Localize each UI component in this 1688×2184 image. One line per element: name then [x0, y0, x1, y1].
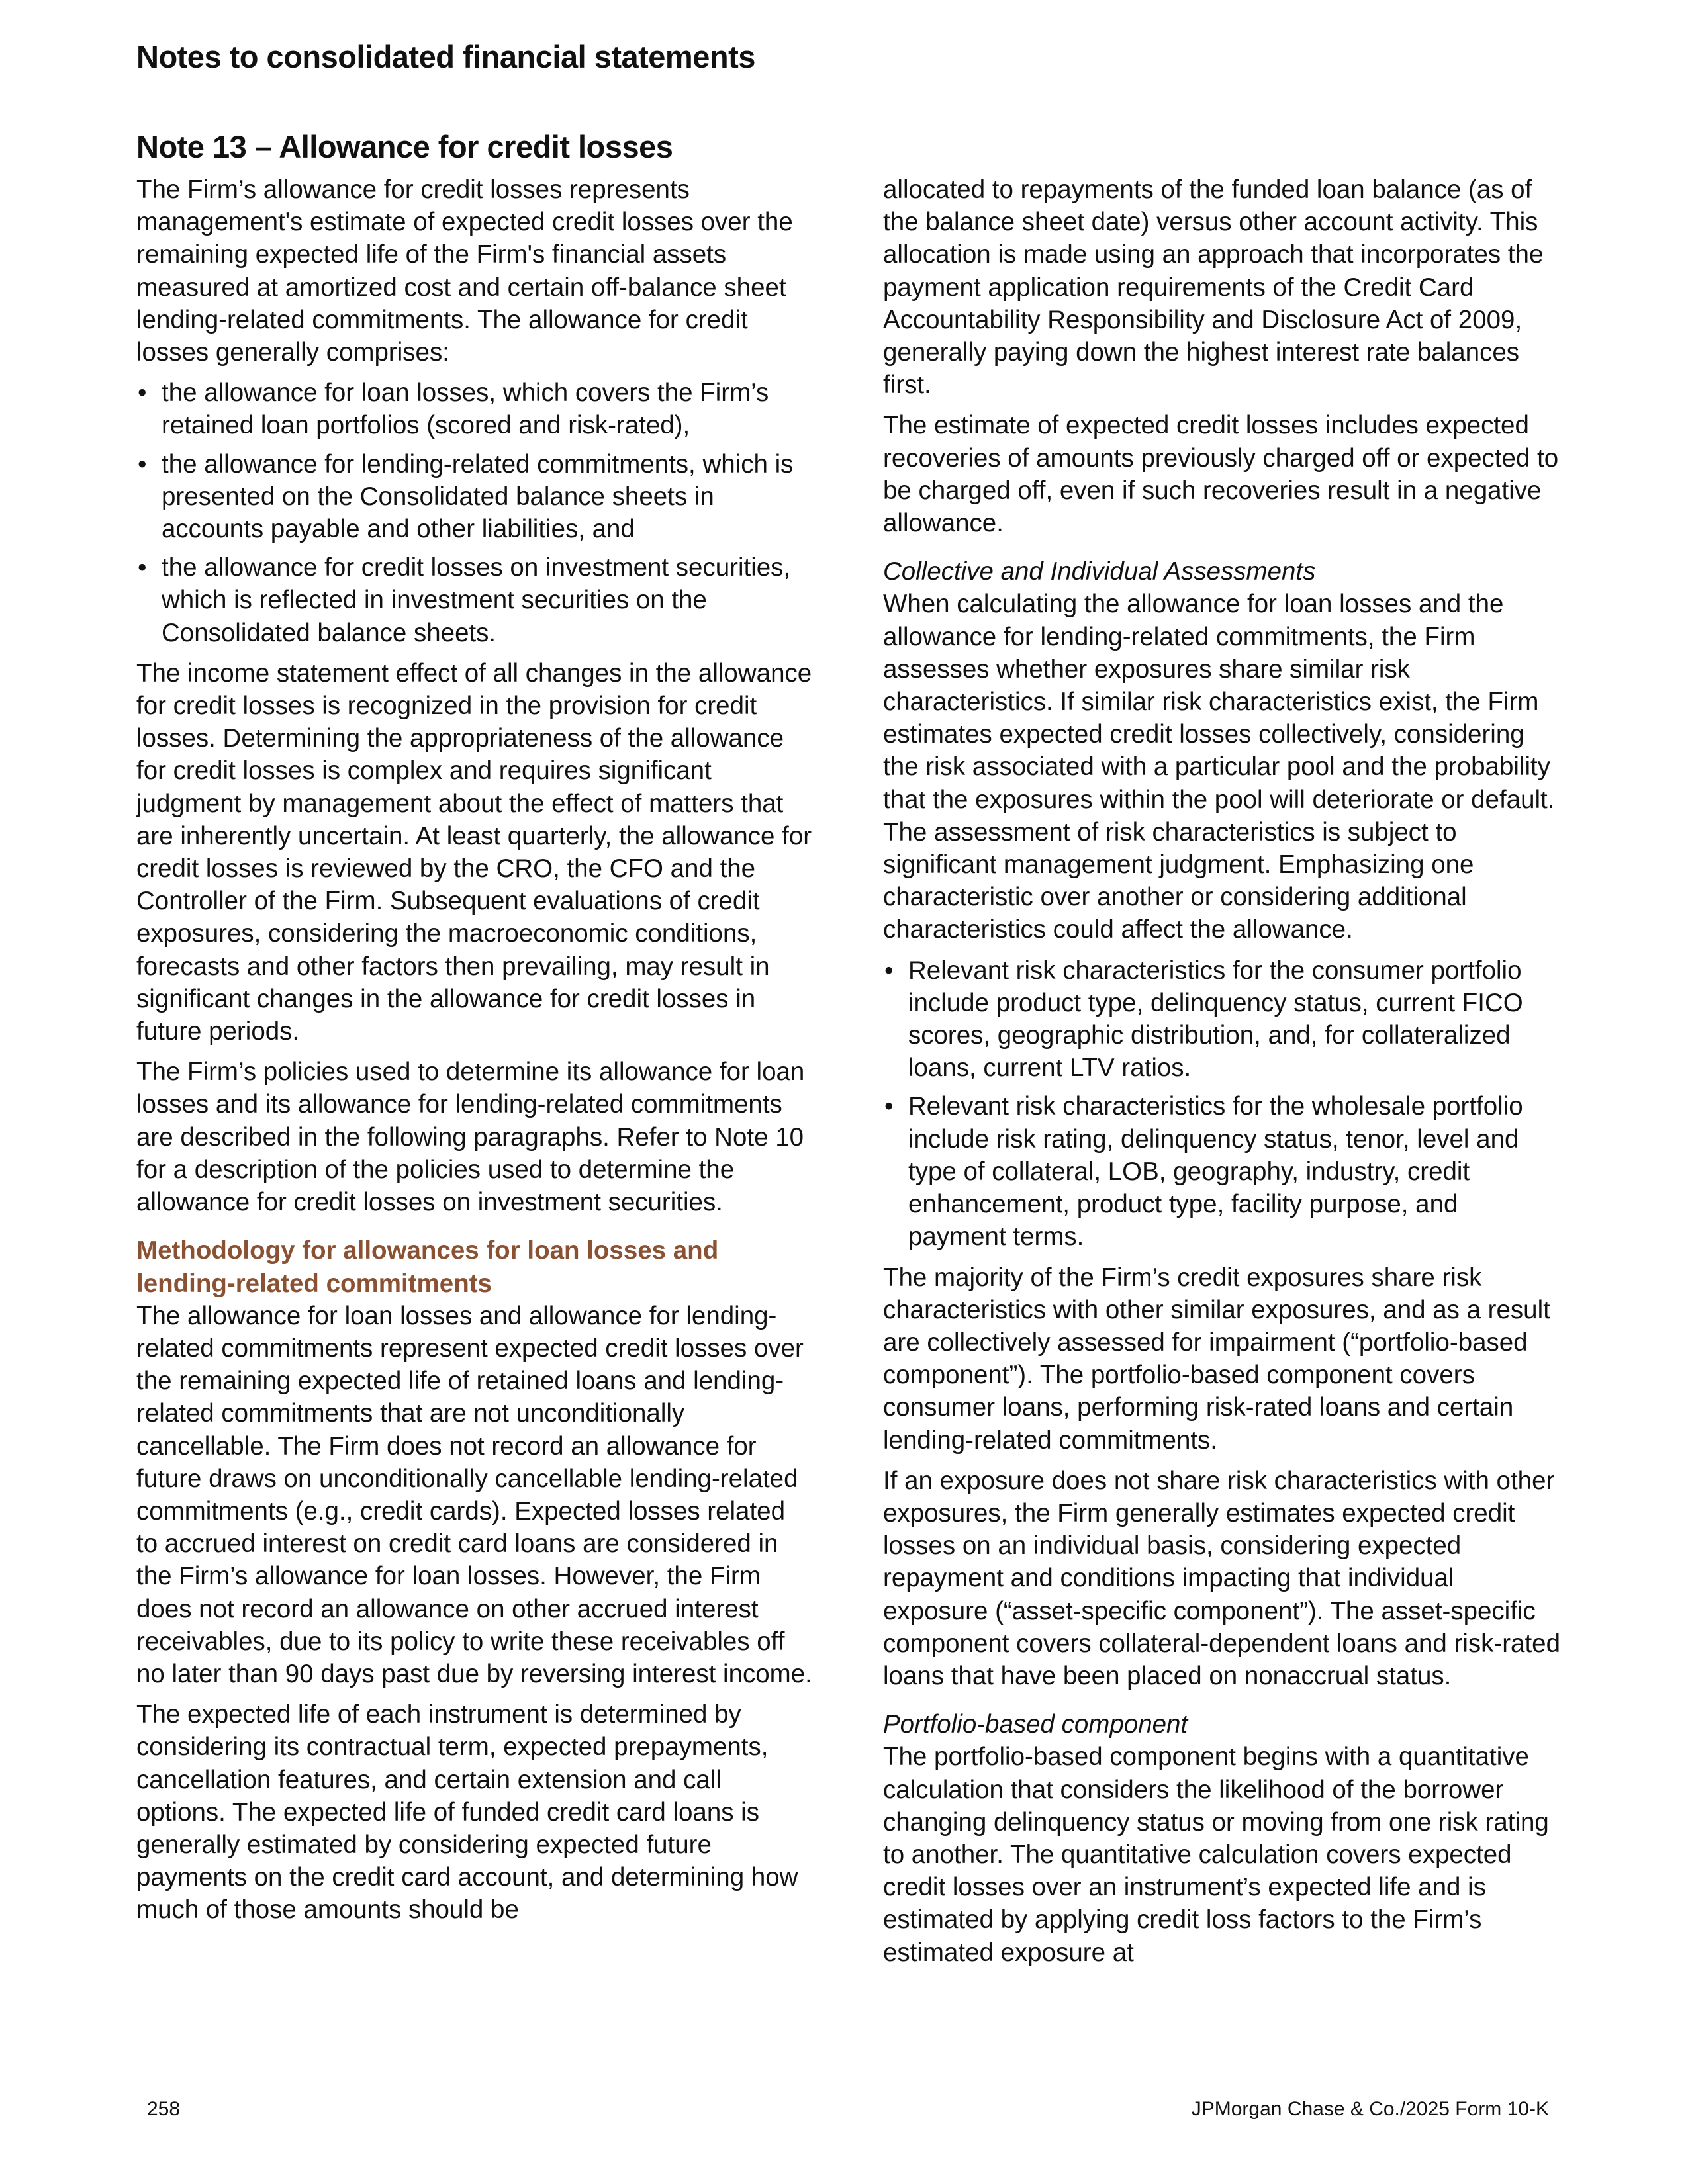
right-column [883, 173, 1561, 1977]
list-item: • Relevant risk characteristics for the consumer portfolio include product type, delinquency status, current FICO scores, geographic distribution, and, for collateralized loans, current LTV ratios. [883, 954, 1561, 1085]
income-statement-paragraph: The income statement effect of all changes in the allowance for credit losses is recognized in the provision for credit losses. Determining the appropriateness of the allowance for credit losses is complex and requires significant judgment by management about the effect of matters that are inherently uncertain. At least quarterly, the allowance for credit losses is reviewed by the CRO, the CFO and the Controller of the Firm. Subsequent evaluations of credit exposures, considering the macroeconomic conditions, forecasts and other factors then prevailing, may result in significant changes in the allowance for credit losses in future periods. [136, 659, 812, 1046]
note-title: Note 13 – Allowance for credit losses [136, 129, 673, 164]
list-item: • the allowance for lending-related commitments, which is presented on the Consolidated balance sheets in accounts payable and other liabilities, and [136, 448, 813, 546]
list-item: • the allowance for loan losses, which covers the Firm’s retained loan portfolios (scored and risk-rated), [136, 377, 813, 441]
left-column [136, 173, 813, 1934]
allowance-components-list [136, 377, 813, 649]
form-label: JPMorgan Chase & Co./2025 Form 10-K [1191, 2098, 1549, 2120]
intro-paragraph: The Firm’s allowance for credit losses represents management's estimate of expected credit losses over the remaining expected life of the Firm's financial assets measured at amortized cost and certain off-balance sheet lending-related commitments. The allowance for credit losses generally comprises: [136, 175, 793, 367]
individual-paragraph: If an exposure does not share risk characteristics with other exposures, the Firm generally estimates expected credit losses on an individual basis, considering expected repayment and conditions impacting that individual exposure (“asset-specific component”). The asset-specific component covers collateral-dependent loans and risk-rated loans that have been placed on nonaccrual status. [883, 1466, 1560, 1690]
collective-heading: Collective and Individual Assessments [883, 557, 1316, 586]
risk-characteristics-list [883, 954, 1561, 1253]
page-header: Notes to consolidated financial statements [136, 39, 755, 74]
majority-paragraph: The majority of the Firm’s credit exposures share risk characteristics with other similar exposures, and as a result are collectively assessed for impairment (“portfolio-based component”). The portfolio-based component covers consumer loans, performing risk-rated loans and certain lending-related commitments. [883, 1263, 1550, 1455]
list-item: • Relevant risk characteristics for the wholesale portfolio include risk rating, delinquency status, tenor, level and type of collateral, LOB, geography, industry, credit enhancement, product type, facility purpose, and payment terms. [883, 1090, 1561, 1253]
policies-paragraph: The Firm’s policies used to determine its allowance for loan losses and its allowance for lending-related commitments are described in the following paragraphs. Refer to Note 10 for a description of the policies used to determine the allowance for credit losses on investment securities. [136, 1058, 805, 1217]
collective-paragraph: When calculating the allowance for loan losses and the allowance for lending-related commitments, the Firm assesses whether exposures share similar risk characteristics. If similar risk characteristics exist, the Firm estimates expected credit losses collectively, considering the risk associated with a particular pool and the probability that the exposures within the pool will deteriorate or default. The assessment of risk characteristics is subject to significant management judgment. Emphasizing one characteristic over another or considering additional characteristics could affect the allowance. [883, 590, 1555, 944]
expected-life-paragraph: The expected life of each instrument is determined by considering its contractual term, expected prepayments, cancellation features, and certain extension and call options. The expected life of funded credit card loans is generally estimated by considering expected future payments on the credit card account, and determining how much of those amounts should be [136, 1700, 798, 1925]
methodology-heading: Methodology for allowances for loan losses and lending-related commitments [136, 1236, 719, 1298]
portfolio-paragraph: The portfolio-based component begins with a quantitative calculation that considers the likelihood of the borrower changing delinquency status or moving from one risk rating to another. The quantitative calculation covers expected credit losses over an instrument’s expected life and is estimated by applying credit loss factors to the Firm’s estimated exposure at [883, 1743, 1549, 1967]
page-number: 258 [147, 2098, 181, 2120]
portfolio-heading: Portfolio-based component [883, 1710, 1188, 1739]
recoveries-paragraph: The estimate of expected credit losses includes expected recoveries of amounts previously charged off or expected to be charged off, even if such recoveries result in a negative allowance. [883, 411, 1559, 538]
methodology-paragraph: The allowance for loan losses and allowance for lending-related commitments represent expected credit losses over the remaining expected life of retained loans and lending-related commitments that are not unconditionally cancellable. The Firm does not record an allowance for future draws on unconditionally cancellable lending-related commitments (e.g., credit cards). Expected losses related to accrued interest on credit card loans are considered in the Firm’s allowance for loan losses. However, the Firm does not record an allowance on other accrued interest receivables, due to its policy to write these receivables off no later than 90 days past due by reversing interest income. [136, 1301, 812, 1688]
continued-paragraph: allocated to repayments of the funded loan balance (as of the balance sheet date) versus other account activity. This allocation is made using an approach that incorporates the payment application requirements of the Credit Card Accountability Responsibility and Disclosure Act of 2009, generally paying down the highest interest rate balances first. [883, 175, 1544, 400]
list-item: • the allowance for credit losses on investment securities, which is reflected in investment securities on the Consolidated balance sheets. [136, 551, 813, 649]
